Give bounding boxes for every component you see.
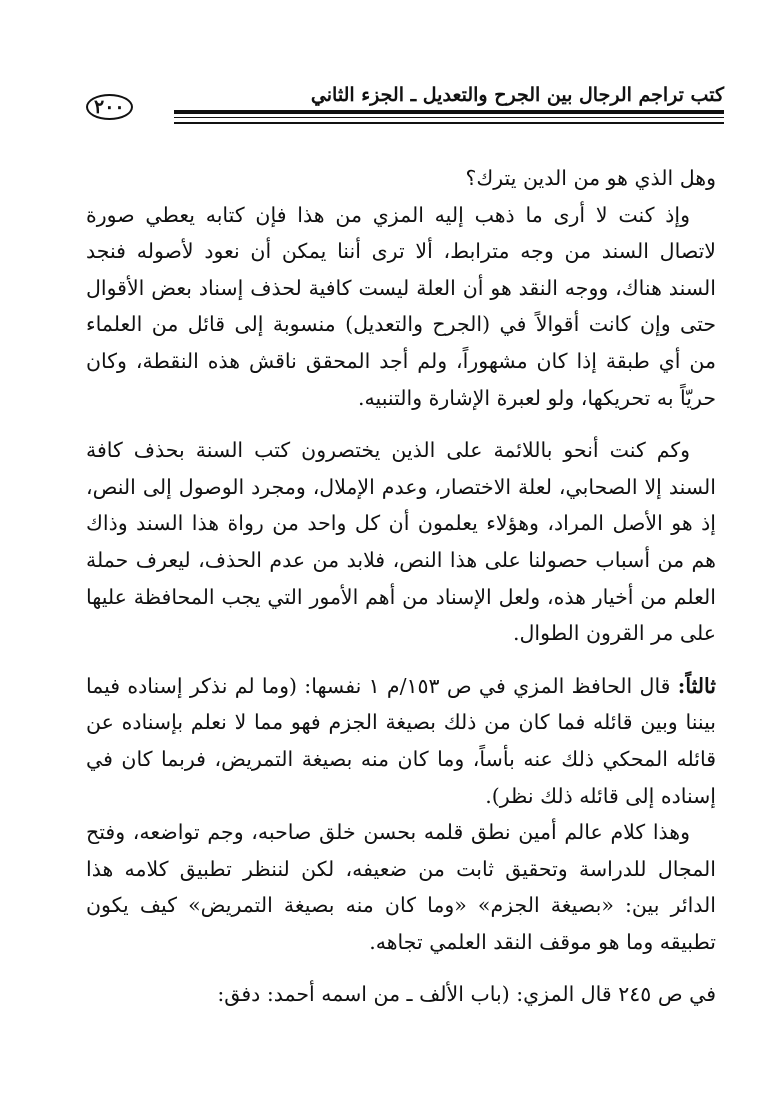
header-rule-thin <box>174 117 724 118</box>
paragraph-gap <box>86 960 716 976</box>
header-rule <box>174 110 724 114</box>
paragraph-5: وهذا كلام عالم أمين نطق قلمه بحسن خلق صاحبه، وجم تواضعه، وفتح المجال للدراسة وتحقيق ثابت من ضعيفه، لكن لننظر تطبيق كلامه هذا الدائر بين: «بصيغة الجزم» «وما كان منه بصيغة التمريض» كيف يكون تطبيقه وما هو موقف النقد العلمي تجاهه. <box>86 820 716 954</box>
header-rule-thin-2 <box>174 122 724 124</box>
page-number <box>86 94 133 120</box>
page-body <box>86 160 716 1013</box>
paragraph-6: في ص ٢٤٥ قال المزي: (باب الألف ـ من اسمه أحمد: دفق: <box>217 982 716 1007</box>
paragraph-1: وهل الذي هو من الدين يترك؟ <box>465 166 716 190</box>
paragraph-gap <box>86 652 716 668</box>
paragraph-gap <box>86 416 716 432</box>
paragraph-4-text: قال الحافظ المزي في ص ١٥٣/م ١ نفسها: (وما لم نذكر إسناده فيما بيننا وبين قائله فما كان من ذلك بصيغة الجزم فهو مما لا نعلم بإسناده عن قائله المحكي ذلك عنه بأساً، وما كان منه بصيغة التمريض، فربما كان في إسناده إلى قائله ذلك نظر). <box>86 673 716 808</box>
paragraph-3: وكم كنت أنحو باللائمة على الذين يختصرون كتب السنة بحذف كافة السند إلا الصحابي، لعلة الاختصار، وعدم الإملال، ومجرد الوصول إلى النص، إذ هو الأصل المراد، وهؤلاء يعلمون أن كل واحد من رواة هذا السند وذاك هم من أسباب حصولنا على هذا النص، فلابد من عدم الحذف، ليعرف حملة العلم من أخيار هذه، ولعل الإسناد من أهم الأمور التي يجب المحافظة عليها على مر القرون الطوال. <box>86 438 716 646</box>
section-label-third: ثالثاً: <box>677 673 716 698</box>
page-header <box>86 80 724 138</box>
paragraph-4 <box>86 668 716 814</box>
page-number-value: ٢٠٠ <box>86 94 133 120</box>
running-head: كتب تراجم الرجال بين الجرح والتعديل ـ الجزء الثاني <box>310 84 724 106</box>
paragraph-2: وإذ كنت لا أرى ما ذهب إليه المزي من هذا فإن كتابه يعطي صورة لاتصال السند من وجه مترابط، ألا ترى أننا يمكن أن نعود لأصوله فنجد السند هناك، ووجه النقد هو أن العلة ليست كافية لحذف إسناد بعض الأقوال حتى وإن كانت أقوالاً في (الجرح والتعديل) منسوبة إلى قائل من العلماء من أي طبقة إذا كان مشهوراً، ولم أجد المحقق ناقش هذه النقطة، وكان حريّاً به تحريكها، ولو لعبرة الإشارة والتنبيه. <box>86 202 716 410</box>
